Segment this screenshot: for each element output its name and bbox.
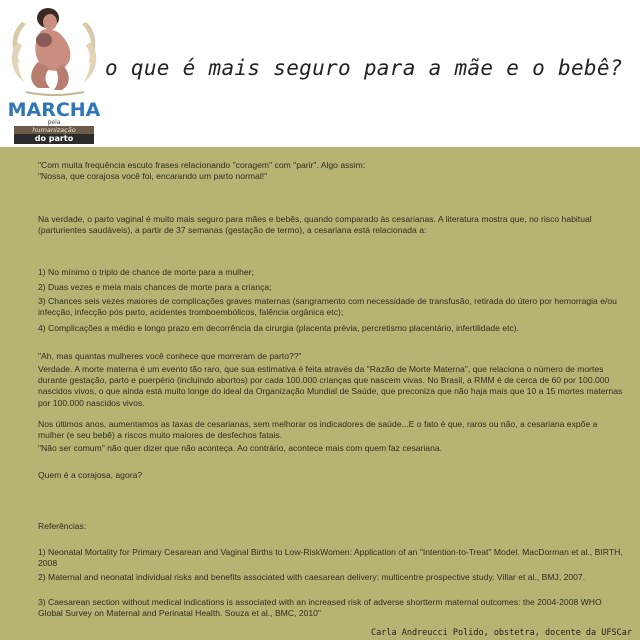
logo-title: MARCHA xyxy=(7,99,101,121)
paragraph-2: Verdade. A morte materna é um evento tão raro, que sua estimativa é feita através da "Razão de Morte Materna", que relaciona o número de mortes durante gestação, parto e puerpério (incluindo abortos) por cada 100.000 crianças que nascem vivas. No Brasil, a RMM é de cerca de 60 por 100.000 nascidos vivos, o que ainda está muito longe do ideal da Organização Mundial de Saúde, que preconiza que não haja mais que 10 a 15 mortes maternas por 100.000 nascidos vivos. xyxy=(38,364,623,408)
references-title: Referências: xyxy=(38,521,87,531)
header xyxy=(0,0,640,147)
list-item-4: 4) Complicações a médio e longo prazo em decorrência da cirurgia (placenta prévia, percretismo placentário, infertilidade etc). xyxy=(38,323,520,333)
list-item-1: 1) No mínimo o triplo de chance de morte para a mulher; xyxy=(38,267,254,277)
reference-1: 1) Neonatal Mortality for Primary Cesarean and Vaginal Births to Low-RiskWomen: Application of an "Intention-to-Treat" Model. MacDorman et al., BIRTH, 2008 xyxy=(38,547,623,569)
author-signature: Carla Andreucci Polido, obstetra, docente da UFSCar xyxy=(371,628,632,638)
list-item-3: 3) Chances seis vezes maiores de complicações graves maternas (sangramento com necessidade de transfusão, retirada do útero por hemorragia e/ou infecção, infecção pós parto, acidentes tromboembólicos, falência orgânica etc); xyxy=(38,296,617,318)
page-headline: o que é mais seguro para a mãe e o bebê? xyxy=(105,56,623,80)
marcha-logo xyxy=(4,2,104,145)
list-item-2: 2) Duas vezes e meia mais chances de morte para a criança; xyxy=(38,282,272,292)
reference-2: 2) Maternal and neonatal individual risks and benefits associated with caesarean delivery: multicentre prospective study. Villar et al., BMJ, 2007. xyxy=(38,572,586,582)
logo-bottom-label: do parto xyxy=(14,134,94,144)
closing-question: Quem é a corajosa, agora? xyxy=(38,470,143,480)
intro-line-2: "Nossa, que corajosa você foi, encarando um parto normal!" xyxy=(38,171,268,181)
paragraph-4: "Não ser comum" não quer dizer que não aconteça. Ao contrário, acontece mais com quem faz cesariana. xyxy=(38,443,443,453)
paragraph-3: Nos últimos anos, aumentamos as taxas de cesarianas, sem melhorar os indicadores de saúde...E o fato é que, raros ou não, a cesariana expõe a mulher (e seu bebê) a riscos muito maiores de desfechos fatais. xyxy=(38,419,598,441)
intro-line-1: "Com muita frequência escuto frases relacionando "coragem" com "parir". Algo assim: xyxy=(38,160,366,170)
reference-3: 3) Caesarean section without medical indications is associated with an increased risk of adverse shortterm maternal outcomes: the 2004-2008 WHO Global Survey on Maternal and Perinatal Health. Souza et al., BMC, 2010" xyxy=(38,597,602,619)
question: "Ah, mas quantas mulheres você conhece que morreram de parto??" xyxy=(38,351,302,361)
logo-banner: humanização xyxy=(14,126,94,134)
pregnant-woman-illustration-icon xyxy=(4,2,104,102)
logo-subtitle: pela xyxy=(47,119,61,126)
paragraph-1: Na verdade, o parto vaginal é muito mais seguro para mães e bebês, quando comparado às cesarianas. A literatura mostra que, no risco habitual (parturientes saudáveis), a partir de 37 semanas (gestação de termo), a cesariana está relacionada a: xyxy=(38,214,592,236)
